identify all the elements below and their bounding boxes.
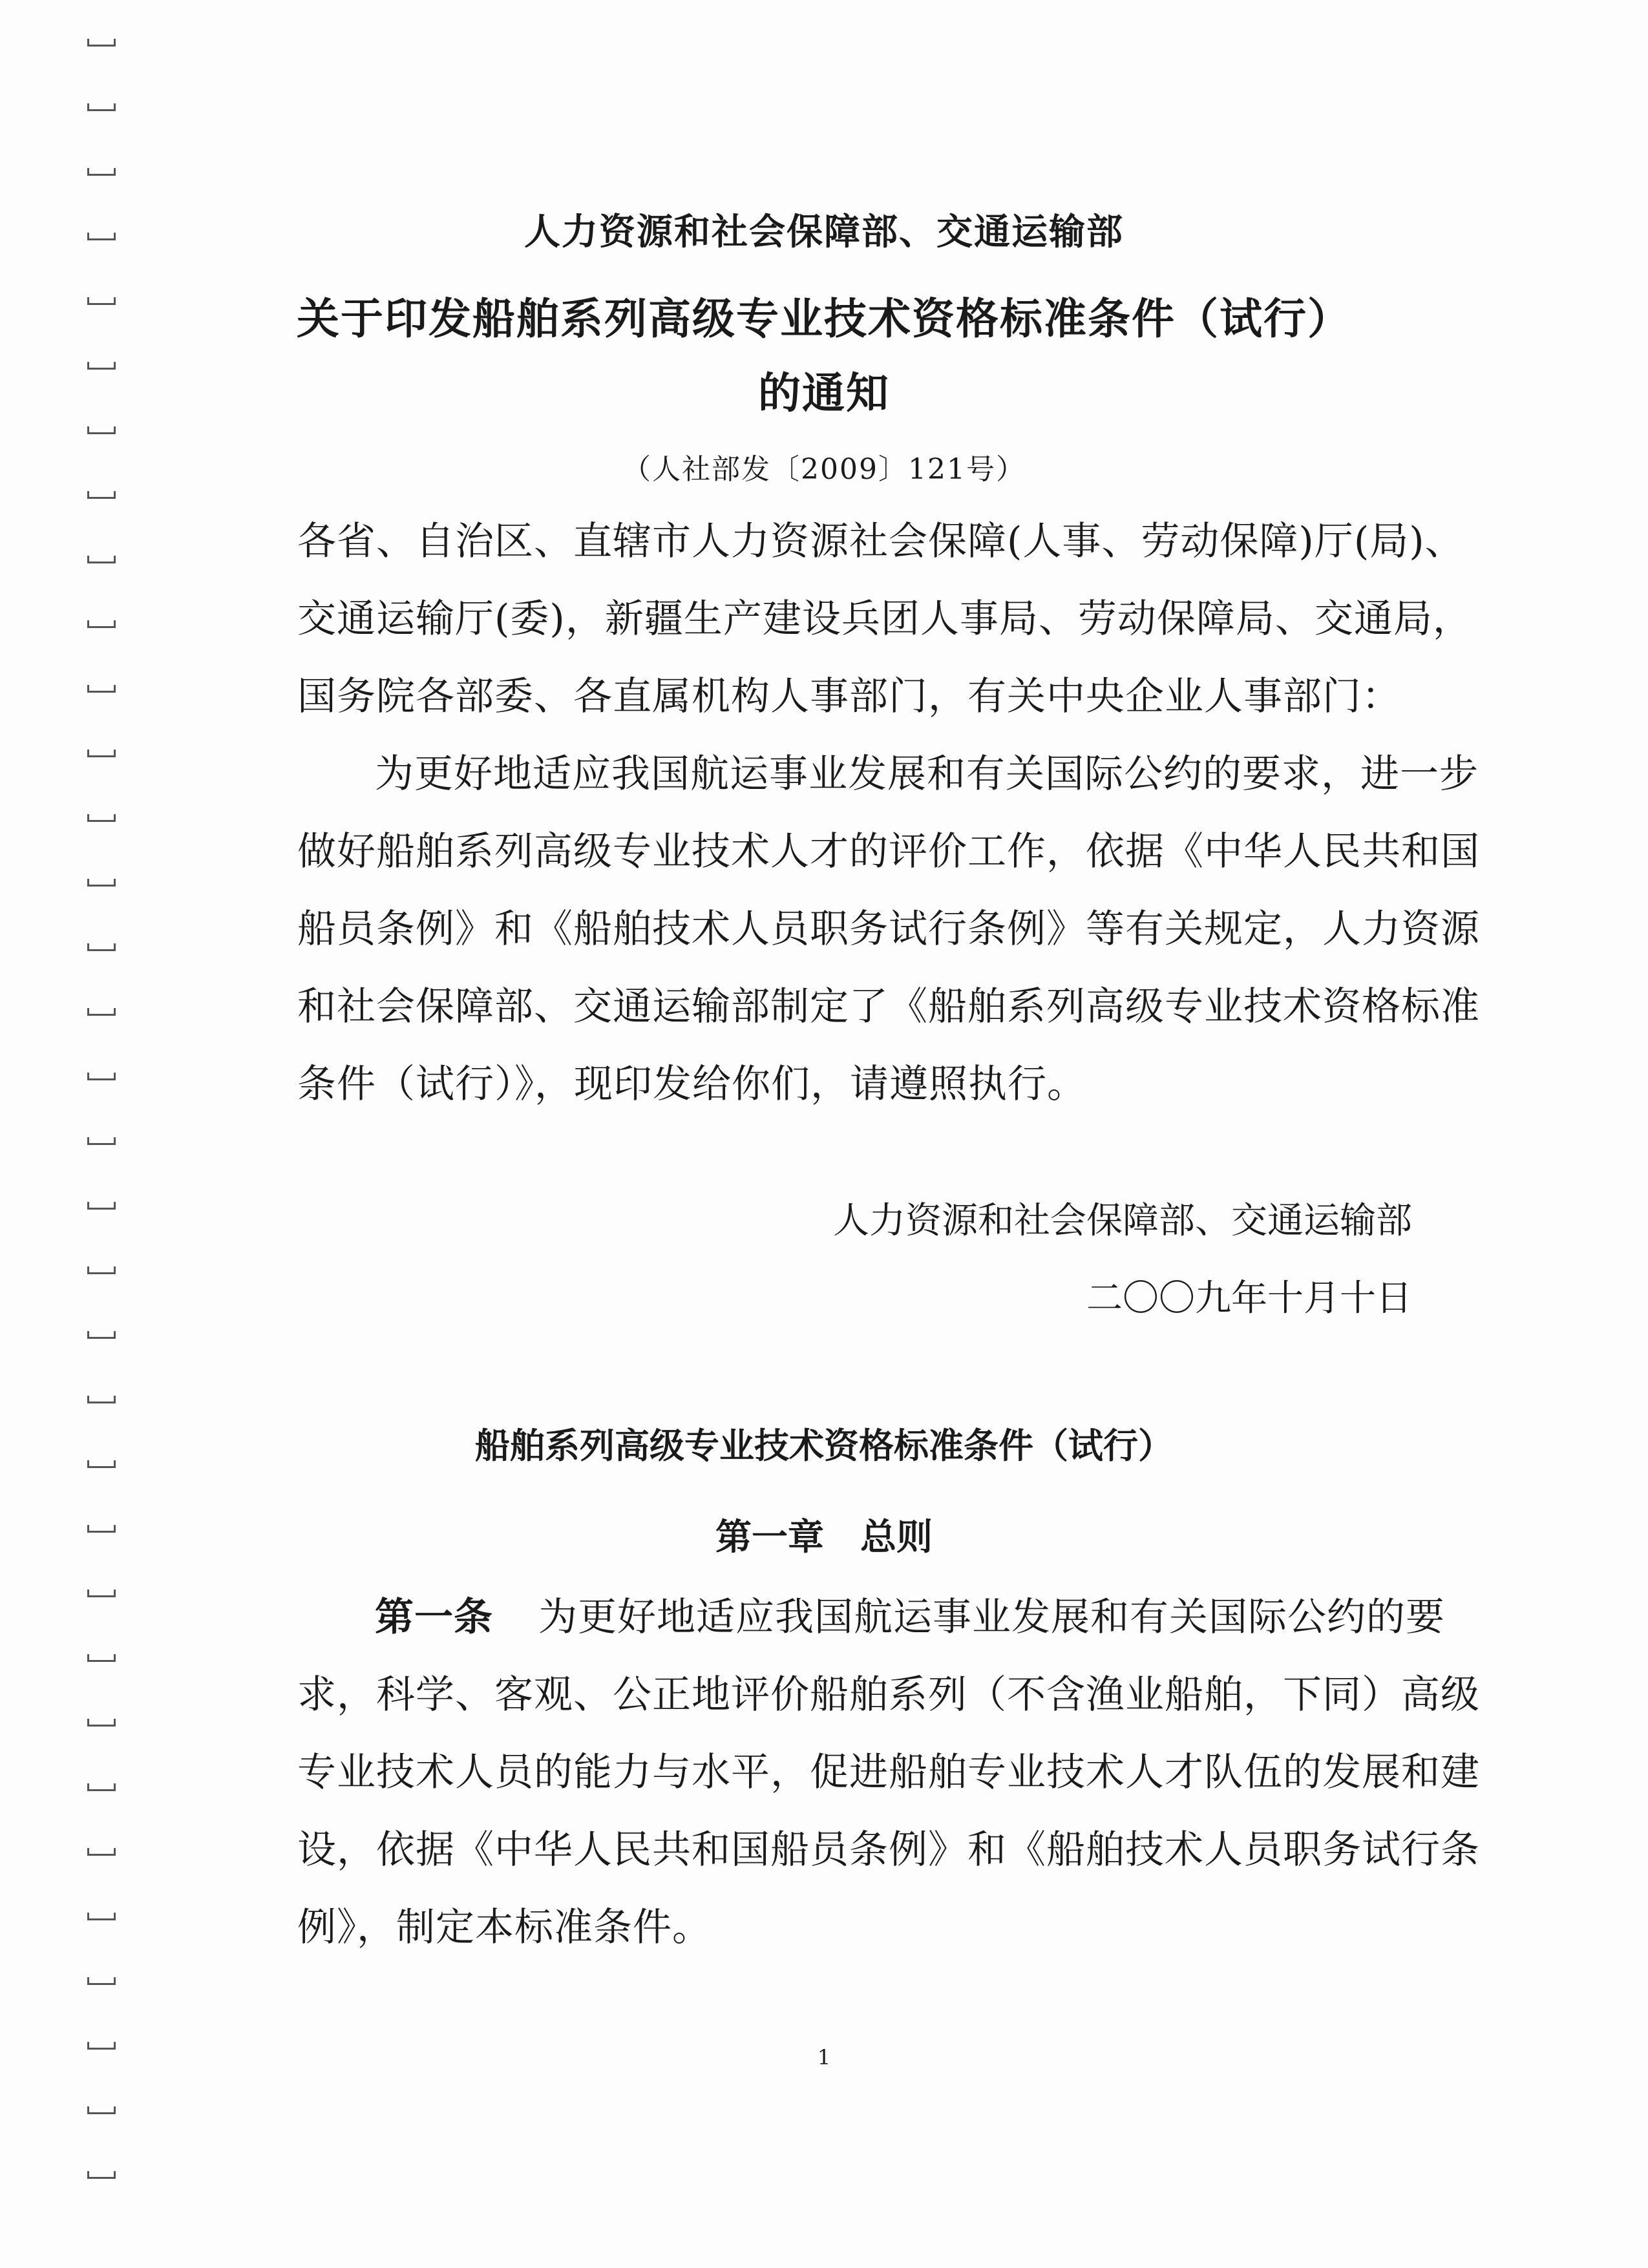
binding-mark xyxy=(87,685,116,693)
issuer-heading: 人力资源和社会保障部、交通运输部 xyxy=(524,211,1124,253)
signature-issuer: 人力资源和社会保障部、交通运输部 xyxy=(833,1200,1412,1242)
binding-mark xyxy=(87,1977,116,1985)
binding-mark xyxy=(87,1719,116,1727)
binding-mark xyxy=(87,620,116,628)
article-line: 专业技术人员的能力与水平，促进船舶专业技术人才队伍的发展和建 xyxy=(297,1750,1480,1795)
addressee-line: 各省、自治区、直辖市人力资源社会保障(人事、劳动保障)厅(局)、 xyxy=(297,519,1464,564)
body-line: 和社会保障部、交通运输部制定了《船舶系列高级专业技术资格标准 xyxy=(297,984,1480,1029)
binding-mark xyxy=(87,1137,116,1145)
binding-mark xyxy=(87,943,116,951)
article-line: 设，依据《中华人民共和国船员条例》和《船舶技术人员职务试行条 xyxy=(297,1827,1480,1873)
binding-mark xyxy=(87,2106,116,2114)
signature-date: 二〇〇九年十月十日 xyxy=(1086,1277,1412,1319)
binding-mark xyxy=(87,814,116,822)
article-text: 为更好地适应我国航运事业发展和有关国际公约的要 xyxy=(538,1595,1445,1640)
addressee-line: 国务院各部委、各直属机构人事部门，有关中央企业人事部门： xyxy=(297,674,1401,719)
article-line: 例》，制定本标准条件。 xyxy=(297,1905,712,1950)
binding-mark xyxy=(87,1783,116,1791)
article-label: 第一条 xyxy=(375,1595,493,1640)
binding-mark xyxy=(87,1266,116,1274)
binding-mark xyxy=(87,1590,116,1597)
binding-mark xyxy=(87,556,116,563)
binding-mark xyxy=(87,103,116,111)
binding-mark xyxy=(87,750,116,757)
addressee-line: 交通运输厅(委)，新疆生产建设兵团人事局、劳动保障局、交通局， xyxy=(297,596,1472,642)
page-number: 1 xyxy=(817,2045,831,2070)
binding-mark xyxy=(87,1913,116,1920)
article-line: 求，科学、客观、公正地评价船舶系列（不含渔业船舶，下同）高级 xyxy=(297,1672,1480,1717)
notice-title-continued: 的通知 xyxy=(758,368,890,418)
binding-mark xyxy=(87,1073,116,1080)
binding-mark xyxy=(87,491,116,499)
binding-mark xyxy=(87,1202,116,1210)
binding-mark xyxy=(87,426,116,434)
body-line: 做好船舶系列高级专业技术人才的评价工作，依据《中华人民共和国 xyxy=(297,829,1480,874)
binding-mark xyxy=(87,1396,116,1403)
document-number: （人社部发〔2009〕121号） xyxy=(622,453,1026,486)
body-line: 船员条例》和《船舶技术人员职务试行条例》等有关规定，人力资源 xyxy=(297,907,1480,952)
binding-mark xyxy=(87,1654,116,1662)
binding-mark xyxy=(87,1331,116,1339)
binding-mark xyxy=(87,1848,116,1856)
binding-mark xyxy=(87,1008,116,1016)
binding-mark xyxy=(87,39,116,47)
body-line: 条件（试行）》，现印发给你们，请遵照执行。 xyxy=(297,1062,1086,1107)
article-first-line xyxy=(375,1586,1445,1642)
binding-mark xyxy=(87,168,116,176)
body-line: 为更好地适应我国航运事业发展和有关国际公约的要求，进一步 xyxy=(375,751,1479,797)
chapter-heading: 第一章 总则 xyxy=(715,1517,933,1559)
notice-title: 关于印发船舶系列高级专业技术资格标准条件（试行） xyxy=(297,294,1351,344)
attachment-title: 船舶系列高级专业技术资格标准条件（试行） xyxy=(475,1425,1173,1466)
binding-mark xyxy=(87,879,116,887)
binding-mark xyxy=(87,2171,116,2179)
